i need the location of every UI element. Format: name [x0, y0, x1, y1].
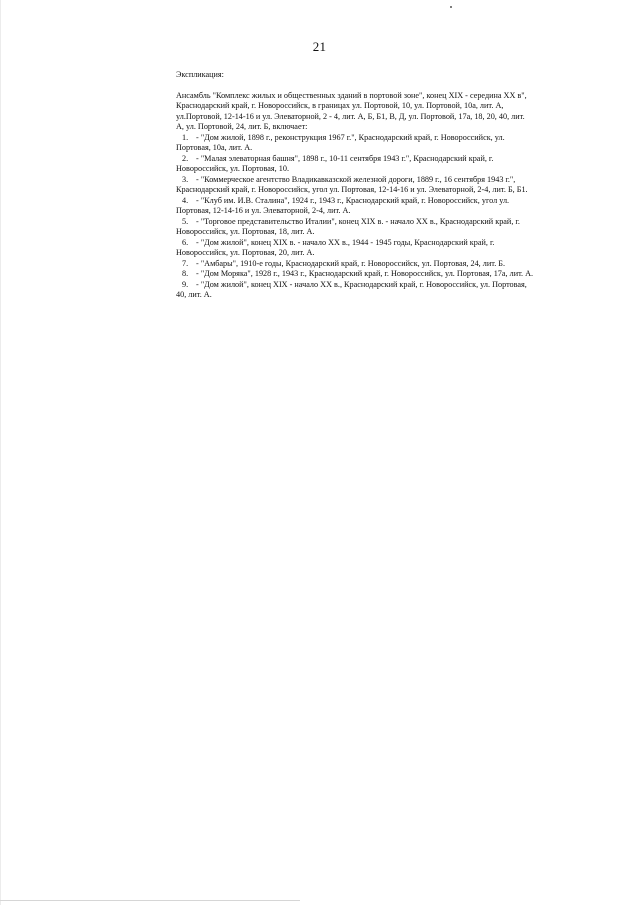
list-item-text: - "Малая элеваторная башня", 1898 г., 10-11 сентября 1943 г.", Краснодарский край, г. Новороссийск, ул. Портовая, 10. — [176, 153, 494, 173]
list-item — [176, 238, 534, 259]
list-item — [176, 280, 534, 301]
list-item-number: 8. — [182, 269, 189, 278]
list-item-text: - "Клуб им. И.В. Сталина", 1924 г., 1943 г., Краснодарский край, г. Новороссийск, угол ул. Портовая, 12-14-16 и ул. Элеваторной, 2-4, лит. А. — [176, 195, 510, 215]
list-item-text: - "Дом жилой, 1898 г., реконструкция 1967 г.", Краснодарский край, г. Новороссийск, ул. Портовая, 10а, лит. А. — [176, 132, 505, 152]
list-item-number: 1. — [182, 132, 189, 142]
list-item-text: - "Дом жилой", конец XIX в. - начало XX в., 1944 - 1945 годы, Краснодарский край, г. Новороссийск, ул. Портовая, 20, лит. А. — [176, 237, 495, 257]
object-list — [176, 133, 534, 301]
section-heading: Экспликация: — [176, 70, 224, 79]
list-item-number: 4. — [182, 195, 189, 205]
list-item-text: - "Дом жилой", конец XIX - начало XX в., Краснодарский край, г. Новороссийск, ул. Портовая, 40, лит. А. — [176, 279, 527, 299]
list-item-number: 2. — [182, 153, 189, 163]
list-item — [176, 269, 534, 280]
list-item — [176, 133, 534, 154]
list-item-number: 6. — [182, 237, 189, 247]
scan-bottom-line — [0, 900, 300, 901]
list-item-text: - "Коммерческое агентство Владикавказской железной дороги, 1889 г., 16 сентября 1943 г.", Краснодарский край, г. Новороссийск, угол ул. Портовая, 12-14-16 и ул. Элеваторной, 2-4, лит. Б, Б1. — [176, 174, 528, 194]
list-item — [176, 154, 534, 175]
page-number: 21 — [312, 39, 327, 54]
list-item-number: 5. — [182, 216, 189, 226]
list-item-number: 7. — [182, 258, 189, 268]
list-item-number: 3. — [182, 174, 189, 184]
document-body — [176, 70, 534, 301]
list-item — [176, 217, 534, 238]
scan-speck — [450, 6, 452, 8]
list-item — [176, 259, 534, 270]
list-item-text: - "Торговое представительство Италии", конец XIX в. - начало XX в., Краснодарский край, г. Новороссийск, ул. Портовая, 18, лит. А. — [176, 216, 520, 236]
list-item — [176, 175, 534, 196]
list-item-text: - "Дом Моряка", 1928 г., 1943 г., Краснодарский край, г. Новороссийск, ул. Портовая, 17а, лит. А. — [196, 269, 534, 278]
intro-paragraph: Ансамбль "Комплекс жилых и общественных зданий в портовой зоне", конец XIX - середина XX в", Краснодарский край, г. Новороссийск, в границах ул. Портовой, 10, ул. Портовой, 10а, лит. А, ул.Портовой, 12-14-16 и ул. Элеваторной, 2 - 4, лит. А, Б, Б1, В, Д, ул. Портовой, 17а, 18, 20, 40, лит. А, ул. Портовой, 24, лит. Б, включает: — [176, 90, 527, 131]
list-item-text: - "Амбары", 1910-е годы, Краснодарский край, г. Новороссийск, ул. Портовая, 24, лит. Б. — [196, 258, 506, 268]
list-item — [176, 196, 534, 217]
scan-left-edge — [0, 0, 1, 905]
list-item-number: 9. — [182, 279, 189, 289]
